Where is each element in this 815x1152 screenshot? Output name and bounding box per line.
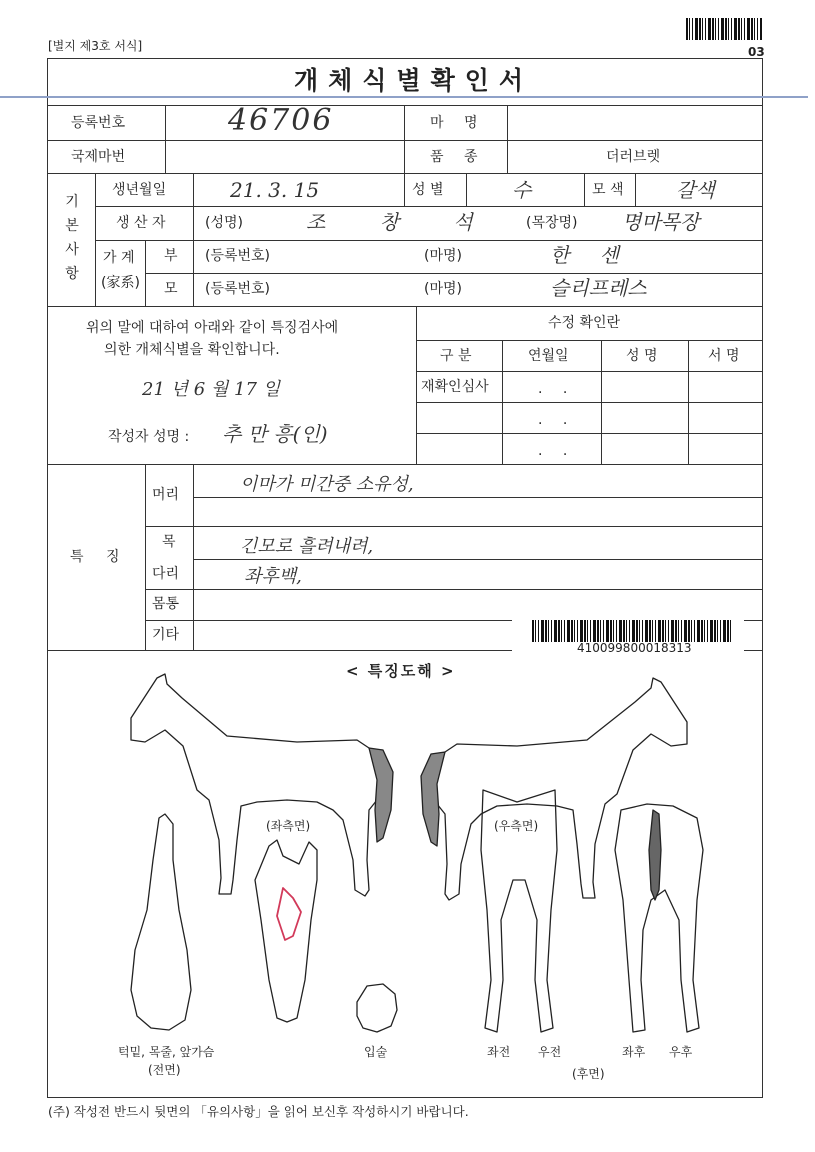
reg-no-label: 등록번호 <box>71 115 126 131</box>
revision-header-type: 구 분 <box>440 348 472 364</box>
revision-title: 수정 확인란 <box>548 315 621 331</box>
legs-value: 좌후백, <box>244 566 302 587</box>
head-value: 이마가 미간중 소유성, <box>240 474 414 495</box>
fore-left-label: 좌전 <box>487 1045 511 1059</box>
dam-name-hint: (마명) <box>424 281 462 297</box>
right-side-label: (우측면) <box>494 819 539 833</box>
barcode-number: 410099800018313 <box>577 641 692 655</box>
legs-label: 다리 <box>152 566 180 582</box>
revision-row-date: . . <box>538 443 576 459</box>
form-label: [별지 제3호 서식] <box>48 39 143 53</box>
birth-value: 21. 3. 15 <box>230 178 320 202</box>
other-label: 기타 <box>152 627 180 643</box>
date-value: 21 년 6 월 17 일 <box>142 379 281 400</box>
farm-value: 명마목장 <box>622 210 700 234</box>
writer-value: 추 만 흥(인) <box>222 422 328 446</box>
page-number: 03 <box>748 45 765 59</box>
statement-line1: 위의 말에 대하여 아래와 같이 특징검사에 <box>86 320 339 336</box>
hind-right-label: 우후 <box>669 1045 693 1059</box>
breed-label: 품 종 <box>430 149 478 165</box>
front-neck-view <box>131 814 191 1030</box>
left-side-tail <box>369 748 393 842</box>
revision-row-type: 재확인심사 <box>421 379 489 395</box>
writer-label: 작성자 성명 : <box>108 429 190 445</box>
sire-name-hint: (마명) <box>424 248 462 264</box>
neck-label: 목 <box>162 534 176 550</box>
sex-value: 수 <box>512 178 532 202</box>
revision-header-date: 연월일 <box>528 348 569 364</box>
neck-value: 긴모로 흘려내려, <box>240 536 374 557</box>
producer-name-value: 조 창 석 <box>306 210 473 234</box>
revision-row-date: . . <box>538 381 576 397</box>
sire-label: 부 <box>164 248 178 264</box>
fore-right-label: 우전 <box>538 1045 562 1059</box>
hind-left-label: 좌후 <box>622 1045 646 1059</box>
face-marking <box>277 888 301 940</box>
features-section-label: 특 징 <box>70 549 120 565</box>
producer-label: 생 산 자 <box>116 215 166 231</box>
lips-view <box>357 984 397 1032</box>
revision-header-name: 성 명 <box>626 348 658 364</box>
top-barcode <box>686 18 762 40</box>
horse-name-label: 마 명 <box>430 115 478 131</box>
front-caption: 턱밑, 목줄, 앞가슴 <box>118 1045 215 1059</box>
sire-reg-hint: (등록번호) <box>205 248 271 264</box>
scan-line <box>0 96 808 98</box>
rear-view-label: (후면) <box>572 1067 605 1081</box>
breed-value: 더러브렛 <box>606 149 661 165</box>
sex-label: 성 별 <box>412 182 444 198</box>
head-label: 머리 <box>152 487 180 503</box>
dam-name-value: 슬리프레스 <box>550 276 647 300</box>
birth-label: 생년월일 <box>112 182 167 198</box>
dam-reg-hint: (등록번호) <box>205 281 271 297</box>
lip-caption: 입술 <box>364 1045 388 1059</box>
revision-row-date: . . <box>538 412 576 428</box>
basic-section-label: 기 본 사 항 <box>65 194 79 282</box>
barcode-bars <box>532 620 732 642</box>
dam-label: 모 <box>164 281 178 297</box>
lineage-hanja: (家系) <box>101 275 140 291</box>
lineage-label: 가 계 <box>103 250 135 266</box>
body-label: 몸통 <box>152 596 180 612</box>
rear-tail <box>649 810 661 900</box>
right-side-tail <box>421 752 445 846</box>
left-side-label: (좌측면) <box>266 819 311 833</box>
sire-name-value: 한 센 <box>550 243 619 267</box>
color-value: 갈색 <box>676 178 715 202</box>
producer-name-hint: (성명) <box>205 215 243 231</box>
left-side-horse <box>131 674 382 896</box>
horse-diagram <box>47 650 763 1098</box>
statement-line2: 의한 개체식별을 확인합니다. <box>104 342 280 358</box>
face-view <box>255 840 317 1022</box>
intl-no-label: 국제마번 <box>71 149 126 165</box>
footer-note: (주) 작성전 반드시 뒷면의 「유의사항」을 읽어 보신후 작성하시기 바랍니다. <box>48 1104 469 1119</box>
right-side-horse <box>432 678 687 900</box>
revision-header-sign: 서 명 <box>708 348 740 364</box>
front-view-label: (전면) <box>148 1063 181 1077</box>
farm-hint: (목장명) <box>526 215 578 231</box>
page-title: 개체식별확인서 <box>294 66 534 95</box>
diagram-title: < 특징도해 > <box>346 662 456 680</box>
color-label: 모 색 <box>592 182 624 198</box>
reg-no-value: 46706 <box>228 103 334 138</box>
